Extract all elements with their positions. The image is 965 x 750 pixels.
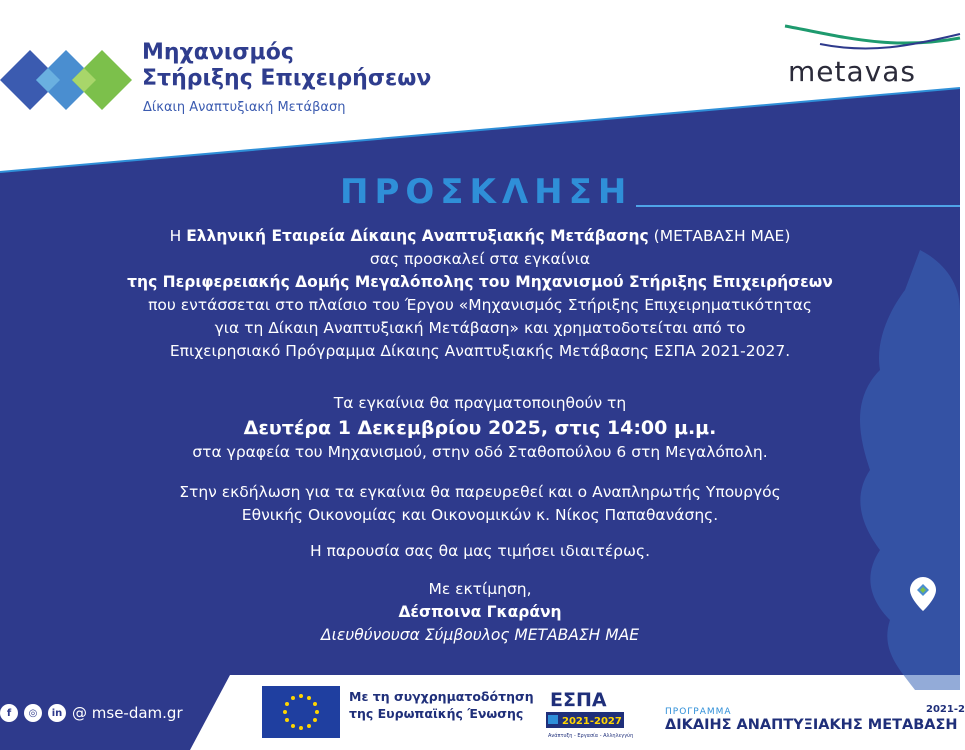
program-years: 2021-2 — [926, 704, 965, 715]
signer-title: Διευθύνουσα Σύμβουλος ΜΕΤΑΒΑΣΗ ΜΑΕ — [321, 626, 639, 644]
metavasi-logo-text: metavas — [788, 55, 916, 88]
para1-line4: που εντάσσεται στο πλαίσιο του Έργου «Μηχανισμός Στήριξης Επιχειρηματικότητας — [148, 296, 812, 314]
para1-line5: για τη Δίκαιη Αναπτυξιακή Μετάβαση» και χρηματοδοτείται από το — [214, 319, 746, 337]
event-date: Δευτέρα 1 Δεκεμβρίου 2025, στις 14:00 μ.μ. — [243, 417, 717, 439]
invitation-paragraph-3 — [40, 481, 920, 527]
website-link[interactable]: @ mse-dam.gr — [72, 704, 183, 722]
social-icons — [0, 704, 66, 722]
location-pin-icon — [910, 577, 936, 611]
invitation-paragraph-1 — [40, 225, 920, 363]
para2-line3: στα γραφεία του Μηχανισμού, στην οδό Σταθοπούλου 6 στη Μεγαλόπολη. — [192, 443, 768, 461]
eu-line1: Με τη συγχρηματοδότηση — [349, 689, 534, 704]
invitation-heading: ΠΡΟΣΚΛΗΣΗ — [340, 172, 633, 212]
facebook-icon[interactable]: f — [0, 704, 18, 722]
signature-block — [40, 578, 920, 647]
mse-logo-icon — [0, 33, 132, 128]
espa-title: ΕΣΠΑ — [550, 689, 607, 711]
closing: Με εκτίμηση, — [428, 580, 532, 598]
linkedin-icon[interactable]: in — [48, 704, 66, 722]
para1-tail: (ΜΕΤΑΒΑΣΗ ΜΑΕ) — [648, 227, 791, 245]
para3-line2: Εθνικής Οικονομίας και Οικονομικών κ. Νίκος Παπαθανάσης. — [241, 506, 719, 524]
brand-title — [142, 40, 431, 92]
para1-lead: Η — [169, 227, 187, 245]
program-small-label: ΠΡΟΓΡΑΜΜΑ — [665, 707, 732, 717]
espa-tagline: Ανάπτυξη - Εργασία - Αλληλεγγύη — [548, 733, 634, 739]
program-name: ΔΙΚΑΙΗΣ ΑΝΑΠΤΥΞΙΑΚΗΣ ΜΕΤΑΒΑΣΗ — [665, 717, 958, 733]
eu-cofunding-text — [349, 688, 534, 722]
para1-line1 — [40, 225, 920, 248]
para1-line2: σας προσκαλεί στα εγκαίνια — [369, 250, 591, 268]
para3-line1: Στην εκδήλωση για τα εγκαίνια θα παρευρεθεί και ο Αναπληρωτής Υπουργός — [179, 483, 781, 501]
para1-line3: της Περιφερειακής Δομής Μεγαλόπολης του Μηχανισμού Στήριξης Επιχειρήσεων — [127, 273, 833, 291]
eu-flag-icon — [262, 686, 340, 738]
invitation-paragraph-4: Η παρουσία σας θα μας τιμήσει ιδιαιτέρως. — [309, 542, 651, 560]
invitation-paragraph-2 — [40, 392, 920, 464]
heading-divider — [636, 205, 960, 207]
para1-line6: Επιχειρησιακό Πρόγραμμα Δίκαιης Αναπτυξιακής Μετάβασης ΕΣΠΑ 2021-2027. — [169, 342, 791, 360]
brand-title-line1: Μηχανισμός — [142, 40, 294, 65]
organization-name: Ελληνική Εταιρεία Δίκαιης Αναπτυξιακής Μετάβασης — [186, 227, 649, 245]
espa-years: 2021-2027 — [562, 716, 622, 727]
brand-subtitle: Δίκαιη Αναπτυξιακή Μετάβαση — [143, 100, 346, 115]
instagram-icon[interactable]: ◎ — [24, 704, 42, 722]
brand-title-line2: Στήριξης Επιχειρήσεων — [142, 66, 432, 91]
espa-logo-icon — [544, 686, 634, 740]
para2-line1: Τα εγκαίνια θα πραγματοποιηθούν τη — [333, 394, 627, 412]
eu-line2: της Ευρωπαϊκής Ένωσης — [349, 706, 524, 721]
signer-name: Δέσποινα Γκαράνη — [398, 603, 562, 621]
